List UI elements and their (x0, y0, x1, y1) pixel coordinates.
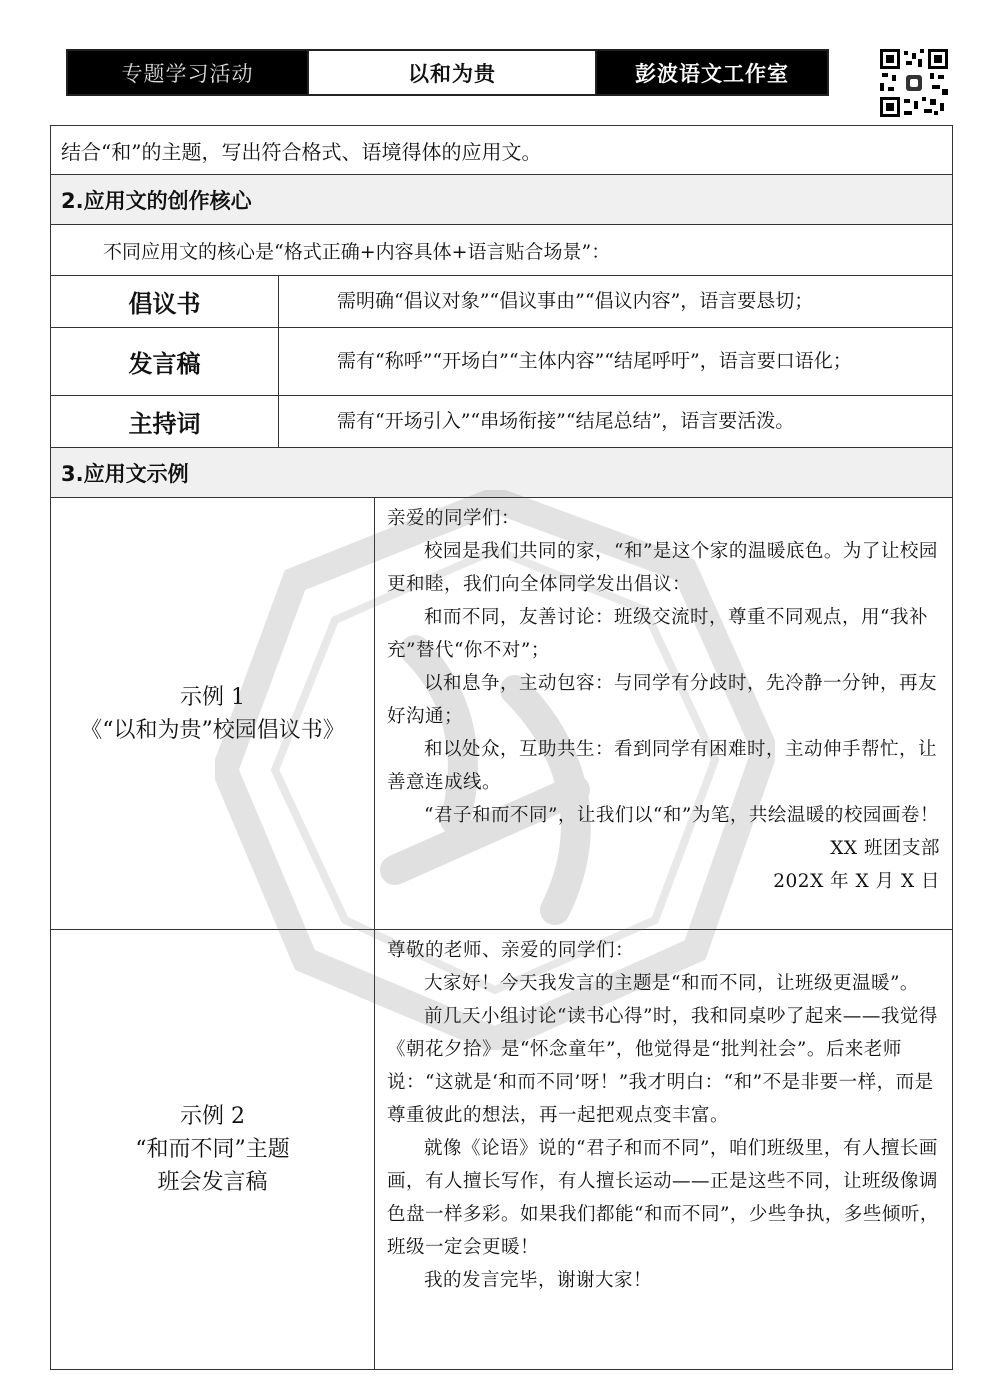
example1-paragraph: 以和息争，主动包容：与同学有分歧时，先冷静一分钟，再友好沟通； (387, 673, 938, 727)
example2-greeting: 尊敬的老师、亲爱的同学们： (387, 940, 635, 961)
example2-label (51, 930, 375, 1370)
example1-paragraph: 校园是我们共同的家，“和”是这个家的温暖底色。为了让校园更和睦，我们向全体同学发出倡议： (387, 541, 938, 595)
example1-signature: XX 班团支部 (830, 838, 940, 859)
header-title: 以和为贵 (307, 51, 597, 94)
example2-subtitle: 班会发言稿 (157, 1170, 268, 1195)
row-desc: 需明确“倡议对象”“倡议事由”“倡议内容”，语言要恳切； (279, 276, 953, 328)
example2-title: “和而不同”主题 (135, 1137, 290, 1162)
table-row (51, 328, 953, 396)
example1-title: 《“以和为贵”校园倡议书》 (80, 717, 345, 743)
example1-date: 202X 年 X 月 X 日 (773, 871, 940, 892)
row-label: 主持词 (51, 396, 279, 448)
example1-paragraph: 和而不同，友善讨论：班级交流时，尊重不同观点，用“我补充”替代“你不对”； (387, 607, 928, 661)
section2-heading: 2.应用文的创作核心 (51, 175, 953, 225)
example1-paragraph: “君子和而不同”，让我们以“和”为笔，共绘温暖的校园画卷！ (424, 805, 939, 826)
example2-row (51, 930, 953, 1370)
example2-paragraph: 前几天小组讨论“读书心得”时，我和同桌吵了起来——我觉得《朝花夕拾》是“怀念童年”，他觉得是“批判社会”。后来老师说：“这就是‘和而不同’呀！”我才明白：“和”不是非要一样，而是尊重彼此的想法，再一起把观点变丰富。 (387, 1006, 938, 1126)
header-banner (66, 49, 829, 96)
example2-body (375, 930, 953, 1370)
example1-row (51, 498, 953, 930)
example1-greeting: 亲爱的同学们： (387, 508, 521, 529)
row-label: 发言稿 (51, 328, 279, 396)
content-table (50, 125, 953, 1370)
header-left-label: 专题学习活动 (68, 51, 307, 94)
row-desc: 需有“称呼”“开场白”“主体内容”“结尾呼吁”，语言要口语化； (279, 328, 953, 396)
example2-paragraph: 就像《论语》说的“君子和而不同”，咱们班级里，有人擅长画画，有人擅长写作，有人擅长运动——正是这些不同，让班级像调色盘一样多彩。如果我们都能“和而不同”，少些争执，多些倾听，班级一定会更暖！ (387, 1138, 939, 1258)
example2-paragraph: 我的发言完毕，谢谢大家！ (424, 1270, 653, 1291)
intro-text: 结合“和”的主题，写出符合格式、语境得体的应用文。 (51, 126, 953, 175)
example2-paragraph: 大家好！今天我发言的主题是“和而不同，让班级更温暖”。 (424, 973, 919, 994)
example1-paragraph: 和以处众，互助共生：看到同学有困难时，主动伸手帮忙，让善意连成线。 (387, 739, 938, 793)
example1-number: 示例 1 (180, 684, 245, 710)
example1-body (375, 498, 953, 930)
section3-heading: 3.应用文示例 (51, 448, 953, 498)
example1-label (51, 498, 375, 930)
example2-number: 示例 2 (180, 1104, 245, 1129)
row-label: 倡议书 (51, 276, 279, 328)
section2-intro: 不同应用文的核心是“格式正确+内容具体+语言贴合场景”： (51, 225, 953, 276)
qr-code-icon (880, 49, 948, 117)
row-desc: 需有“开场引入”“串场衔接”“结尾总结”，语言要活泼。 (279, 396, 953, 448)
table-row (51, 396, 953, 448)
table-row (51, 276, 953, 328)
header-right-label: 彭波语文工作室 (597, 51, 827, 94)
